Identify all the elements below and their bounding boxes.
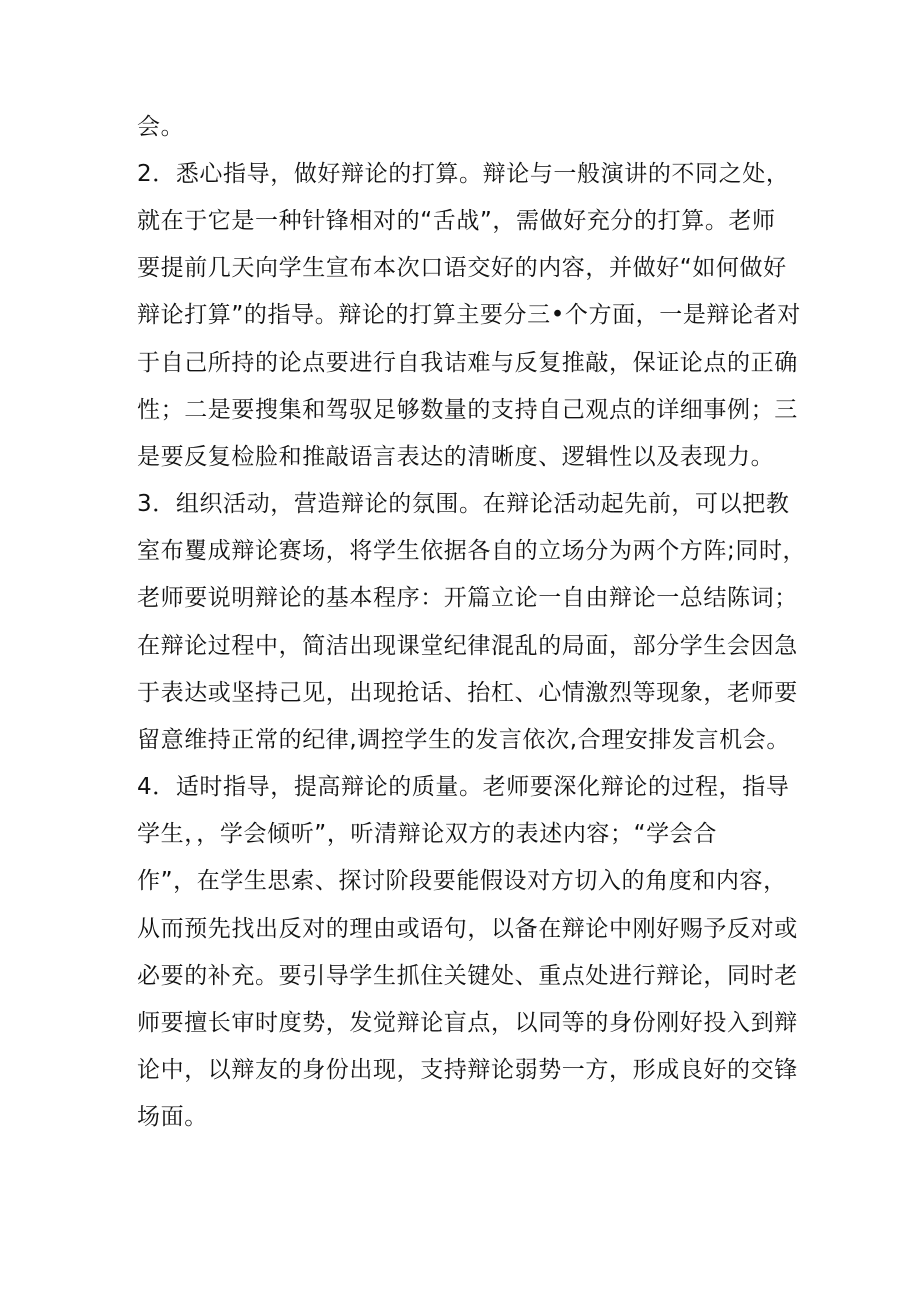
text-line: 于自己所持的论点要进行自我诘难与反复推敲，保证论点的正确 (137, 350, 798, 376)
text-line: 必要的补充。要引导学生抓住关键处、重点处进行辩论，同时老 (137, 963, 798, 989)
text-line: 是要反复检脸和推敲语言表达的清晰度、逻辑性以及表现力。 (137, 444, 775, 470)
text-line: 3．组织活动，营造辩论的氛围。在辩论活动起先前，可以把教 (137, 491, 790, 517)
text-line: 要提前几天向学生宣布本次口语交好的内容，并做好“如何做好 (137, 255, 787, 281)
text-line: 师要擅长审时度势，发觉辩论盲点，以同等的身份刚好投入到辩 (137, 1010, 798, 1036)
text-line: 论中，以辩友的身份出现，支持辩论弱势一方，形成良好的交锋 (137, 1057, 798, 1083)
text-line: 学生，，学会倾听”，听清辩论双方的表述内容；“学会合 (137, 821, 717, 847)
text-line: 辩论打算”的指导。辩论的打算主要分三•个方面，一是辩论者对 (137, 302, 801, 328)
text-line: 在辩论过程中，简洁出现课堂纪律混乱的局面，部分学生会因急 (137, 633, 798, 659)
text-line: 场面。 (137, 1104, 208, 1130)
text-line: 会。 (137, 114, 185, 140)
text-line: 于表达或坚持己见，出现抢话、抬杠、心情激烈等现象，老师要 (137, 680, 798, 706)
text-line: 性；二是要搜集和驾驭足够数量的支持自己观点的详细事例；三 (137, 397, 798, 423)
text-line: 4．适时指导，提高辩论的质量。老师要深化辩论的过程，指导 (137, 774, 790, 800)
text-line: 留意维持正常的纪律,调控学生的发言依次,合理安排发言机会。 (137, 727, 791, 753)
text-line: 室布矍成辩论赛场，将学生依据各自的立场分为两个方阵;同时， (137, 538, 807, 564)
text-line: 从而预先找出反对的理由或语句，以备在辩论中刚好赐予反对或 (137, 916, 798, 942)
text-line: 2．悉心指导，做好辩论的打算。辩论与一般演讲的不同之处， (137, 161, 790, 187)
text-line: 老师要说明辩论的基本程序：开篇立论一自由辩论一总结陈词； (137, 585, 798, 611)
text-line: 就在于它是一种针锋相对的“舌战”，需做好充分的打算。老师 (137, 208, 776, 234)
text-line: 作”，在学生思索、探讨阶段要能假设对方切入的角度和内容， (137, 868, 787, 894)
